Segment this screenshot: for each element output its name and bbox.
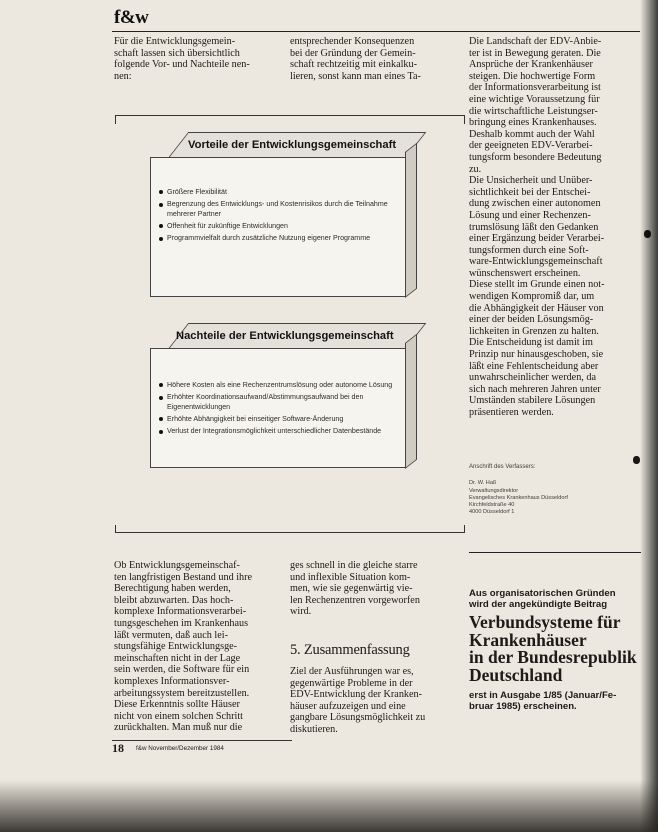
header-rule [112, 31, 640, 32]
announcement-rule [469, 552, 641, 553]
paragraph: Die Landschaft der EDV-Anbie- ter ist in Bewegung geraten. Die Ansprüche der Krankenhäuser steigen. Die hochwertige Form der Informationsverarbeitung ist eine wichtige Voraussetzung für die wirtschaftliche Leistungser- bringung eines Krankenhauses. Deshalb kommt auch der Wahl der geeigneten EDV-Verarbei- tungsform besondere Bedeutung zu. Die Unsicherheit und Unüber- sichtlichkeit bei der Entschei- dung zwischen einer autonomen Lösung und einer Rechenzen- trumslösung läßt den Gedanken einer Ergänzung beider Verarbei- tungsformen durch eine Soft- ware-Entwicklungsgemeinschaft wünschenswert erscheinen. Diese stellt im Grunde einen not- wendigen Kompromiß dar, um die Abhängigkeit der Häuser von einer der beiden Lösungsmög- lichkeiten in Grenzen zu halten. Die Entscheidung ist damit im Prinzip nur hinausgeschoben, sie läßt eine Fehlentscheidung aber unwahrscheinlicher werden, da sich nach mehreren Jahren unter Umständen stabilere Lösungen präsentieren werden. [469, 36, 605, 418]
advantages-title: Vorteile der Entwicklungsgemeinschaft [188, 139, 397, 151]
disadvantages-title: Nachteile der Entwicklungsgemeinschaft [176, 330, 394, 342]
corner-mark [464, 525, 465, 533]
journal-logo: f&w [114, 7, 149, 28]
list-item: Offenheit für zukünftige Entwicklungen [159, 222, 399, 232]
disadvantages-list [159, 381, 399, 439]
paragraph: entsprechender Konsequenzen bei der Gründung der Gemein- schaft rechtzeitig mit einkalku- lieren, sonst kann man eines Ta- [290, 36, 421, 82]
list-item: Begrenzung des Entwicklungs- und Kostenrisikos durch die Teilnahme mehrerer Partner [159, 200, 399, 219]
credit-address: Dr. W. Haß Verwaltungsdirektor Evangelisches Krankenhaus Düsseldorf Kirchfeldstraße 40 4000 Düsseldorf 1 [469, 480, 568, 516]
column-3-text [469, 36, 639, 428]
binding-shadow [640, 0, 658, 832]
paragraph: ges schnell in die gleiche starre und inflexible Situation kom- men, wie sie gegenwärtig vie- len Rechenzentren vorgeworfen wird. [290, 560, 420, 618]
paragraph: Für die Entwicklungsgemein- schaft lassen sich übersichtlich folgende Vor- und Nachteile nen- nen: [114, 36, 250, 82]
list-item: Größere Flexibilität [159, 188, 399, 198]
list-item: Programmvielfalt durch zusätzliche Nutzung eigener Programme [159, 234, 399, 244]
scan-artifact [633, 456, 640, 464]
list-item: Erhöhte Abhängigkeit bei einseitiger Software-Änderung [159, 415, 399, 425]
announcement-note: erst in Ausgabe 1/85 (Januar/Fe- bruar 1985) erscheinen. [469, 690, 617, 712]
issue-label: f&w November/Dezember 1984 [136, 745, 224, 752]
list-item: Erhöhter Koordinationsaufwand/Abstimmungsaufwand bei den Eigenentwicklungen [159, 393, 399, 412]
column-1-top [114, 36, 284, 82]
announcement-intro: Aus organisatorischen Gründen wird der angekündigte Beitrag [469, 588, 616, 610]
author-credit [469, 464, 639, 517]
box-side-face [405, 334, 417, 469]
box-side-face [405, 143, 417, 298]
page-number: 18 [112, 741, 124, 755]
corner-mark [115, 116, 116, 124]
column-2-top [290, 36, 460, 82]
list-item: Verlust der Integrationsmöglichkeit unterschiedlicher Datenbestände [159, 427, 399, 437]
corner-mark [115, 525, 116, 533]
credit-caption: Anschrift des Verfassers: [469, 464, 536, 470]
advantages-list [159, 188, 399, 246]
corner-mark [464, 116, 465, 124]
list-item: Höhere Kosten als eine Rechenzentrumslösung oder autonome Lösung [159, 381, 399, 391]
paragraph: Ob Entwicklungsgemeinschaf- ten langfristigen Bestand und ihre Berechtigung haben werden, bleibt abzuwarten. Das hoch- komplexe Informationsverarbei- tungsgeschehen im Krankenhaus läßt vermuten, daß auch lei- stungsfähige Entwicklungsge- meinschaften nicht in der Lage sein werden, die Software für ein komplexes Informationsver- arbeitungssystem bereitzustellen. Diese Erkenntnis sollte Häuser nicht von einem solchen Schritt zurückhalten. Man muß nur die [114, 560, 253, 734]
section-heading: 5. Zusammenfassung [290, 642, 410, 658]
column-1-bottom [114, 560, 284, 734]
footer-rule [112, 740, 292, 741]
announcement-title: Verbundsysteme für Krankenhäuser in der Bundesrepublik Deutschland [469, 612, 637, 685]
paragraph: Ziel der Ausführungen war es, gegenwärtige Probleme in der EDV-Entwicklung der Kranken- häuser aufzuzeigen und eine gangbare Lösungsmöglichkeit zu diskutieren. [290, 665, 426, 735]
page-edge-shadow [0, 780, 658, 832]
